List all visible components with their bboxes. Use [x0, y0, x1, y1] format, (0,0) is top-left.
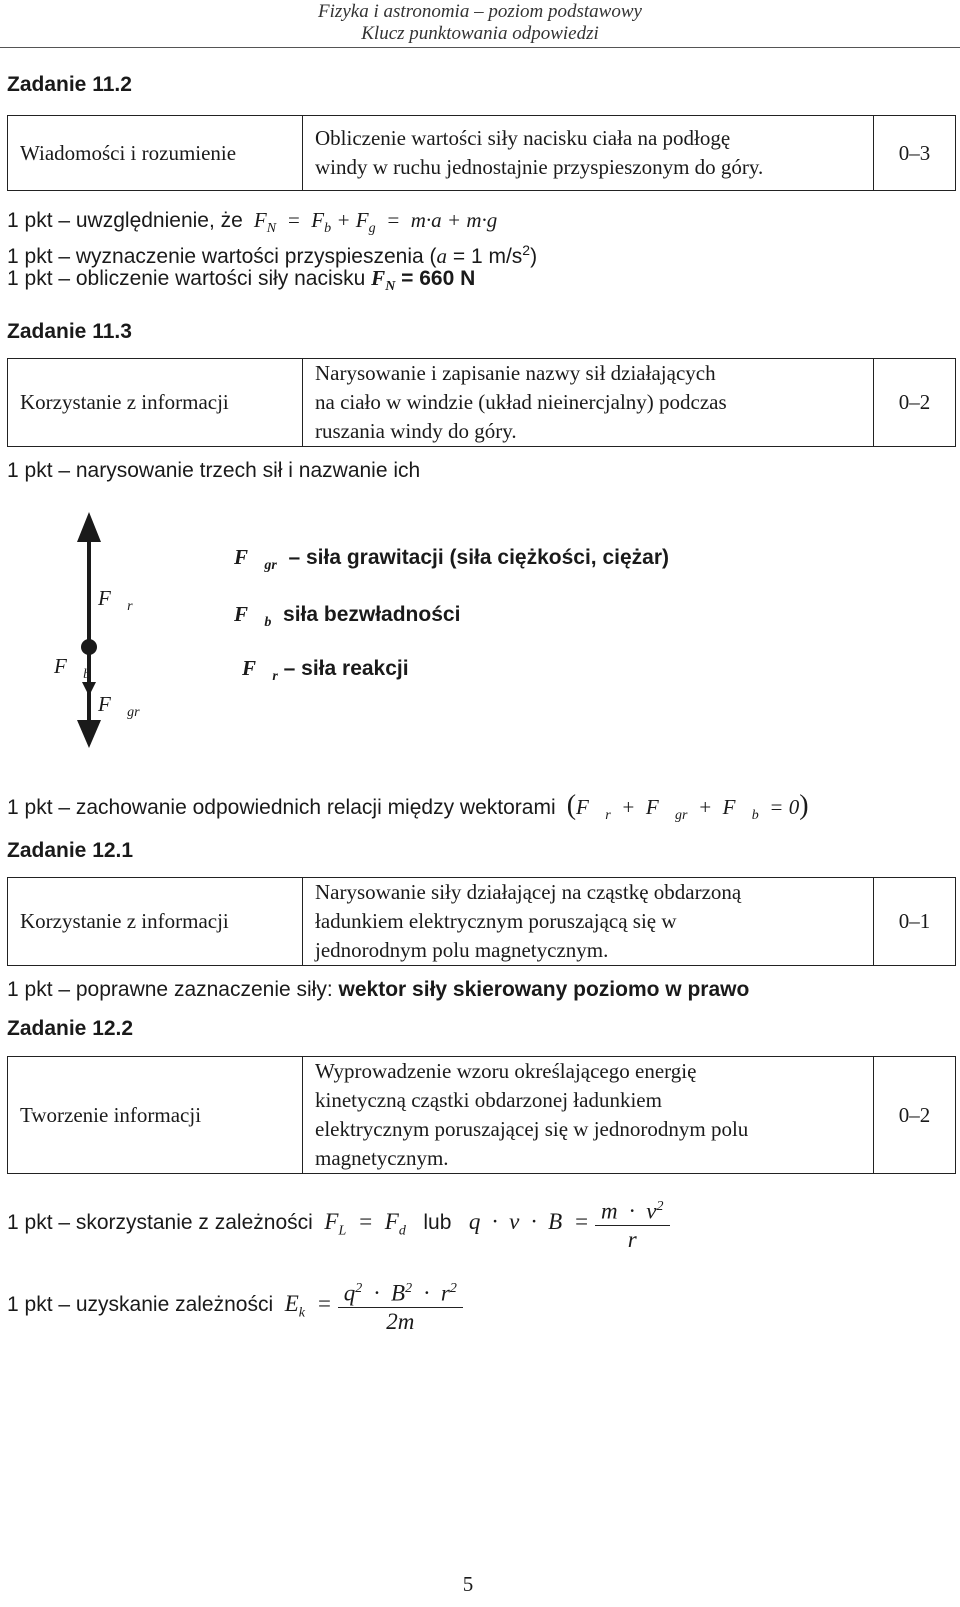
score-range: 0–2 — [874, 1057, 956, 1174]
criteria-table-12-2 — [7, 1056, 956, 1174]
header-doc-title: Klucz punktowania odpowiedzi — [361, 23, 599, 44]
page-number: 5 — [462, 1572, 474, 1596]
header-subject: Fizyka i astronomia – poziom podstawowy — [318, 1, 642, 22]
label-f-b: $F⃗_b$ — [54, 654, 91, 683]
legend-gravity: $F⃗_{gr}$ – siła grawitacji (siła ciężkości, ciężar) — [234, 545, 670, 574]
gravity-arrow-head — [77, 720, 101, 748]
skill-area: Korzystanie z informacji — [8, 878, 303, 966]
equation-kinetic-energy: $E_k$ = — [278, 1291, 338, 1321]
fraction-mv2-over-r: $\frac{m \cdot v^2}{r}$ — [595, 1193, 670, 1255]
scoring-line: 1 pkt – poprawne zaznaczenie siły: wektor siły skierowany poziomo w prawo — [7, 978, 750, 1001]
skill-area: Tworzenie informacji — [8, 1057, 303, 1174]
scoring-line: 1 pkt – skorzystanie z zależności $F_L = F_d$ lub q · v · B = $\frac{m \cdot v^2}{r}$ — [7, 1190, 670, 1264]
score-range: 0–3 — [874, 116, 956, 191]
task-title-11-2: Zadanie 11.2 — [7, 73, 132, 96]
scoring-line: 1 pkt – uzyskanie zależności $E_k$ = $\frac{q^2 \cdot B^2 \cdot r^2}{2m}$ — [7, 1272, 463, 1346]
score-range: 0–2 — [874, 359, 956, 447]
task-description: Narysowanie i zapisanie nazwy sił działających na ciało w windzie (układ nieinercjalny) podczas ruszania windy do góry. — [303, 359, 874, 447]
legend-reaction: $F⃗_r$ – siła reakcji — [242, 656, 409, 685]
equation-lorentz-centripetal: $F_L = F_d$ — [318, 1209, 406, 1239]
scoring-line: 1 pkt – uwzględnienie, że $F_N = F_b + F_g = m\cdot a + m\cdot g$ — [7, 208, 498, 237]
equation-vector-sum: ($F⃗_r$ + $F⃗_{gr}$ + $F⃗_b = 0$) — [566, 790, 809, 824]
label-f-gr: $F⃗_{gr}$ — [98, 692, 140, 721]
criteria-table-11-3 — [7, 358, 956, 447]
task-description: Narysowanie siły działającej na cząstkę obdarzoną ładunkiem elektrycznym poruszającą się w jednorodnym polu magnetycznym. — [303, 878, 874, 966]
task-title-12-2: Zadanie 12.2 — [7, 1017, 134, 1040]
page-header — [0, 0, 960, 48]
task-description: Obliczenie wartości siły nacisku ciała na podłogę windy w ruchu jednostajnie przyspieszonym do góry. — [303, 116, 874, 191]
score-range: 0–1 — [874, 878, 956, 966]
criteria-table-12-1 — [7, 877, 956, 966]
scoring-line: 1 pkt – wyznaczenie wartości przyspieszenia (a = 1 $m/s^2$) — [7, 242, 538, 268]
scoring-line: 1 pkt – obliczenie wartości siły nacisku $F_N = 660$ N — [7, 266, 476, 295]
body-point — [81, 639, 97, 655]
scoring-line: 1 pkt – zachowanie odpowiednich relacji między wektorami ($F⃗_r$ + $F⃗_{gr}$ + $F⃗_b = 0$) — [7, 790, 809, 824]
reaction-arrow-head — [77, 512, 101, 542]
skill-area: Wiadomości i rozumienie — [8, 116, 303, 191]
legend-inertia: $F⃗_b$ siła bezwładności — [234, 602, 461, 631]
criteria-table-11-2 — [7, 115, 956, 191]
fraction-kinetic-energy: $\frac{q^2 \cdot B^2 \cdot r^2}{2m}$ — [338, 1275, 463, 1337]
scoring-line: 1 pkt – narysowanie trzech sił i nazwanie ich — [7, 459, 421, 482]
inertial-arrow-head — [82, 682, 96, 696]
skill-area: Korzystanie z informacji — [8, 359, 303, 447]
task-title-11-3: Zadanie 11.3 — [7, 320, 132, 343]
task-description: Wyprowadzenie wzoru określającego energię kinetyczną cząstki obdarzonej ładunkiem elektrycznym poruszającej się w jednorodnym polu magnetycznym. — [303, 1057, 874, 1174]
equation-force-sum: $F_N = F_b + F_g = m\cdot a + m\cdot g$ — [248, 208, 498, 237]
task-title-12-1: Zadanie 12.1 — [7, 839, 134, 862]
equation-magnetic-force: q · v · B = — [468, 1209, 595, 1234]
label-f-r: $F⃗_r$ — [98, 586, 133, 615]
